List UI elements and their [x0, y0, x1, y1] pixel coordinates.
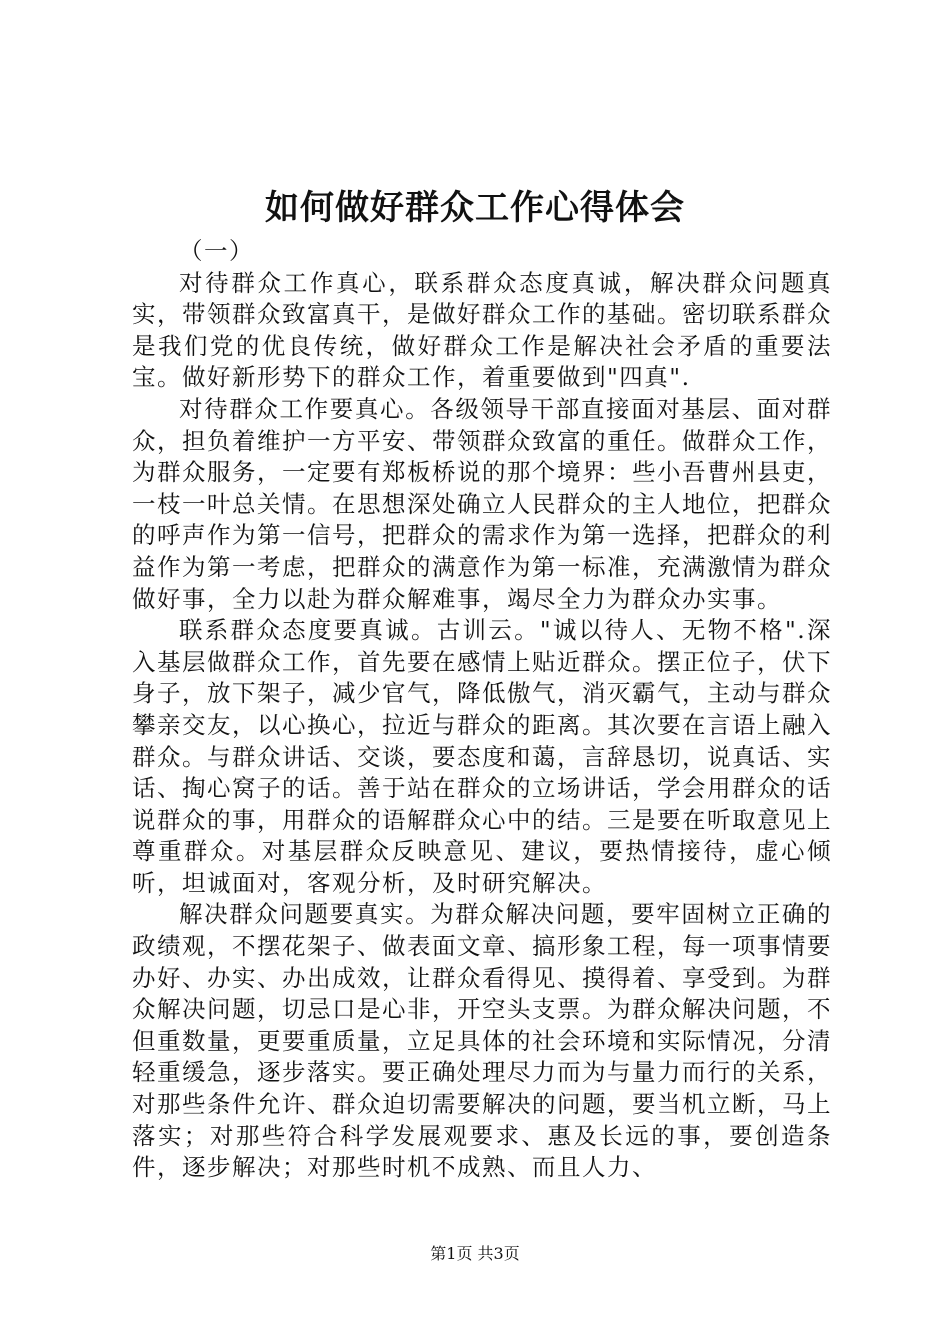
page-number-footer: 第1页 共3页 — [430, 1244, 520, 1263]
paragraph-intro: 对待群众工作真心，联系群众态度真诚，解决群众问题真实，带领群众致富真干，是做好群众工作的基础。密切联系群众是我们党的优良传统，做好群众工作是解决社会矛盾的重要法宝。做好新形势下的群众工作，着重要做到"四真". — [132, 268, 832, 392]
section-heading: （一） — [179, 237, 254, 265]
paragraph-sincere-attitude: 联系群众态度要真诚。古训云。"诚以待人、无物不格".深入基层做群众工作，首先要在感情上贴近群众。摆正位子，伏下身子，放下架子，减少官气，降低傲气，消灭霸气，主动与群众攀亲交友，以心换心，拉近与群众的距离。其次要在言语上融入群众。与群众讲话、交谈，要态度和蔼，言辞恳切，说真话、实话、掏心窝子的话。善于站在群众的立场讲话，学会用群众的话说群众的事，用群众的语解群众心中的结。三是要在听取意见上尊重群众。对基层群众反映意见、建议，要热情接待，虚心倾听，坦诚面对，客观分析，及时研究解决。 — [132, 616, 832, 897]
document-body — [132, 236, 832, 1184]
document-title: 如何做好群众工作心得体会 — [265, 188, 685, 228]
paragraph-sincere-heart: 对待群众工作要真心。各级领导干部直接面对基层、面对群众，担负着维护一方平安、带领群众致富的重任。做群众工作，为群众服务，一定要有郑板桥说的那个境界：些小吾曹州县吏，一枝一叶总关情。在思想深处确立人民群众的主人地位，把群众的呼声作为第一信号，把群众的需求作为第一选择，把群众的利益作为第一考虑，把群众的满意作为第一标准，充满激情为群众做好事，全力以赴为群众解难事，竭尽全力为群众办实事。 — [132, 394, 832, 613]
paragraph-real-solutions: 解决群众问题要真实。为群众解决问题，要牢固树立正确的政绩观，不摆花架子、做表面文章、搞形象工程，每一项事情要办好、办实、办出成效，让群众看得见、摸得着、享受到。为群众解决问题，切忌口是心非，开空头支票。为群众解决问题，不但重数量，更要重质量，立足具体的社会环境和实际情况，分清轻重缓急，逐步落实。要正确处理尽力而为与量力而行的关系，对那些条件允许、群众迫切需要解决的问题，要当机立断，马上落实；对那些符合科学发展观要求、惠及长远的事，要创造条件，逐步解决；对那些时机不成熟、而且人力、 — [132, 900, 832, 1182]
